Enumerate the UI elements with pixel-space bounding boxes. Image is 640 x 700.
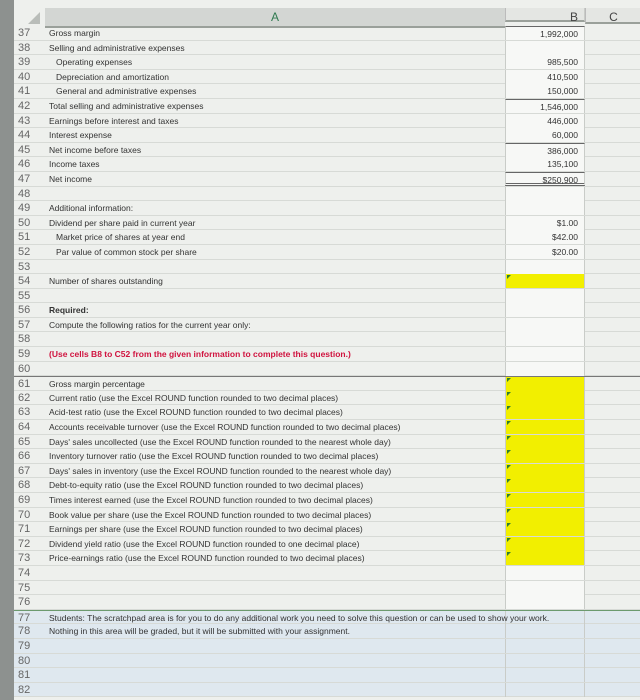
cell-b[interactable]: $250,900	[505, 172, 585, 186]
cell-a[interactable]: Gross margin percentage	[49, 379, 145, 390]
row-number[interactable]: 69	[18, 494, 31, 506]
select-all-corner[interactable]	[28, 12, 40, 24]
cell-a[interactable]: Interest expense	[49, 130, 112, 141]
cell-b[interactable]: $20.00	[505, 245, 585, 259]
row-number[interactable]: 53	[18, 260, 31, 273]
cell-b[interactable]	[505, 639, 585, 653]
row-number[interactable]: 50	[18, 216, 31, 229]
answer-input-cell[interactable]	[505, 377, 585, 391]
cell-c[interactable]	[585, 245, 640, 259]
cell-b[interactable]	[505, 260, 585, 274]
cell-a[interactable]: Net income	[49, 173, 92, 184]
sheet-row	[14, 303, 640, 318]
cell-a[interactable]: Dividend per share paid in current year	[49, 217, 196, 228]
cell-b[interactable]	[505, 595, 585, 609]
cell-a[interactable]: Debt-to-equity ratio (use the Excel ROUND function rounded to two decimal places)	[49, 480, 364, 491]
row-number[interactable]: 37	[18, 27, 31, 39]
row-number[interactable]: 49	[18, 202, 31, 215]
row-number[interactable]: 62	[18, 391, 31, 404]
sheet-row	[14, 449, 640, 464]
sheet-row	[14, 362, 640, 377]
sheet-row	[14, 55, 640, 70]
sheet-row	[14, 595, 640, 610]
cell-c[interactable]	[585, 377, 640, 391]
row-number[interactable]: 38	[18, 41, 31, 54]
cell-c[interactable]	[585, 362, 640, 376]
row-number[interactable]: 39	[18, 56, 31, 69]
cell-c[interactable]	[585, 99, 640, 113]
cell-a[interactable]: Total selling and administrative expenses	[49, 100, 204, 111]
cell-a[interactable]: Gross margin	[49, 28, 101, 38]
sheet-row	[14, 610, 640, 625]
cell-b[interactable]: 60,000	[505, 128, 585, 142]
row-number[interactable]: 60	[18, 362, 31, 375]
cell-b[interactable]	[505, 187, 585, 201]
cell-c[interactable]	[585, 201, 640, 215]
cell-b[interactable]	[505, 41, 585, 55]
cell-c[interactable]	[585, 639, 640, 653]
sheet-row	[14, 464, 640, 479]
cell-c[interactable]	[585, 595, 640, 609]
sheet-row	[14, 114, 640, 129]
cell-c[interactable]	[585, 537, 640, 551]
sheet-row	[14, 332, 640, 347]
cell-b[interactable]: 1,546,000	[505, 99, 585, 113]
cell-c[interactable]	[585, 187, 640, 201]
column-header-b[interactable]: B	[505, 8, 585, 22]
cell-a[interactable]: Number of shares outstanding	[49, 276, 163, 287]
cell-c[interactable]	[585, 289, 640, 303]
cell-a[interactable]: Nothing in this area will be graded, but it will be submitted with your assignment.	[49, 626, 350, 637]
cell-a[interactable]: Market price of shares at year end	[56, 232, 185, 243]
row-number[interactable]: 76	[18, 596, 31, 609]
cell-b[interactable]	[505, 201, 585, 215]
sheet-row	[14, 274, 640, 289]
row-number[interactable]: 44	[18, 129, 31, 142]
cell-a[interactable]: Required:	[49, 305, 89, 316]
sheet-row	[14, 26, 640, 41]
sheet-row	[14, 230, 640, 245]
cell-a[interactable]: Earnings before interest and taxes	[49, 115, 179, 126]
cell-c[interactable]	[585, 143, 640, 157]
answer-input-cell[interactable]	[505, 449, 585, 463]
cell-b[interactable]: 135,100	[505, 157, 585, 171]
row-number[interactable]: 80	[18, 654, 31, 667]
cell-c[interactable]	[585, 216, 640, 230]
cell-c[interactable]	[585, 55, 640, 69]
cell-c[interactable]	[585, 581, 640, 595]
answer-input-cell[interactable]	[505, 522, 585, 536]
cell-a[interactable]: Income taxes	[49, 159, 100, 170]
sheet-row	[14, 639, 640, 654]
cell-a[interactable]: Compute the following ratios for the current year only:	[49, 319, 251, 330]
cell-c[interactable]	[585, 683, 640, 697]
row-number[interactable]: 81	[18, 669, 31, 682]
cell-a[interactable]: Depreciation and amortization	[56, 71, 169, 82]
answer-input-cell[interactable]	[505, 435, 585, 449]
cell-b[interactable]	[505, 332, 585, 346]
cell-a[interactable]: (Use cells B8 to C52 from the given information to complete this question.)	[49, 349, 351, 360]
cell-c[interactable]	[585, 493, 640, 507]
row-number[interactable]: 67	[18, 464, 31, 477]
cell-b[interactable]	[505, 362, 585, 376]
row-number[interactable]: 75	[18, 581, 31, 594]
row-number[interactable]: 65	[18, 435, 31, 448]
row-number[interactable]: 66	[18, 450, 31, 463]
sheet-row	[14, 508, 640, 523]
cell-c[interactable]	[585, 654, 640, 668]
row-number[interactable]: 45	[18, 143, 31, 156]
cell-a[interactable]: Accounts receivable turnover (use the Excel ROUND function rounded to two decimal places)	[49, 422, 401, 433]
cell-b[interactable]: $42.00	[505, 230, 585, 244]
cell-b[interactable]	[505, 303, 585, 317]
sheet-row	[14, 318, 640, 333]
answer-input-cell[interactable]	[505, 551, 585, 565]
cell-c[interactable]	[585, 347, 640, 361]
cell-c[interactable]	[585, 464, 640, 478]
answer-input-cell[interactable]	[505, 493, 585, 507]
cell-a[interactable]: Students: The scratchpad area is for you to do any additional work you need to solve this question or can be used to show your work.	[49, 612, 550, 623]
cell-b[interactable]: 386,000	[505, 143, 585, 157]
cell-c[interactable]	[585, 318, 640, 332]
row-number[interactable]: 59	[18, 348, 31, 361]
row-number[interactable]: 41	[18, 85, 31, 98]
cell-c[interactable]	[585, 508, 640, 522]
sheet-row	[14, 84, 640, 99]
answer-input-cell[interactable]	[505, 537, 585, 551]
cell-a[interactable]: Par value of common stock per share	[56, 246, 197, 257]
row-number[interactable]: 58	[18, 333, 31, 346]
cell-b[interactable]: 1,992,000	[505, 26, 585, 40]
cell-a[interactable]: Days' sales in inventory (use the Excel ROUND function rounded to the nearest whole day)	[49, 465, 392, 476]
row-number[interactable]: 78	[18, 625, 31, 638]
sheet-row	[14, 566, 640, 581]
cell-a[interactable]: General and administrative expenses	[56, 86, 197, 97]
cell-a[interactable]: Current ratio (use the Excel ROUND function rounded to two decimal places)	[49, 392, 339, 403]
cell-c[interactable]	[585, 128, 640, 142]
cell-c[interactable]	[585, 449, 640, 463]
rows-container	[14, 26, 640, 697]
cell-c[interactable]	[585, 611, 640, 625]
sheet-row	[14, 70, 640, 85]
cell-c[interactable]	[585, 478, 640, 492]
cell-b[interactable]	[505, 347, 585, 361]
cell-c[interactable]	[585, 172, 640, 186]
row-number[interactable]: 57	[18, 318, 31, 331]
row-number[interactable]: 64	[18, 421, 31, 434]
row-number[interactable]: 48	[18, 187, 31, 200]
cell-c[interactable]	[585, 303, 640, 317]
sheet-row	[14, 551, 640, 566]
answer-input-cell[interactable]	[505, 405, 585, 419]
answer-input-cell[interactable]	[505, 391, 585, 405]
cell-c[interactable]	[585, 405, 640, 419]
row-number[interactable]: 71	[18, 523, 31, 536]
cell-b[interactable]	[505, 654, 585, 668]
cell-b[interactable]	[505, 668, 585, 682]
sheet-row	[14, 537, 640, 552]
cell-a[interactable]: Dividend yield ratio (use the Excel ROUND function rounded to one decimal place)	[49, 538, 360, 549]
sheet-row	[14, 157, 640, 172]
cell-c[interactable]	[585, 157, 640, 171]
cell-b[interactable]	[505, 624, 585, 638]
row-number[interactable]: 51	[18, 231, 31, 244]
cell-c[interactable]	[585, 420, 640, 434]
cell-c[interactable]	[585, 84, 640, 98]
sheet-row	[14, 405, 640, 420]
sheet-row	[14, 683, 640, 698]
cell-a[interactable]: Book value per share (use the Excel ROUND function rounded to two decimal places)	[49, 509, 372, 520]
sheet-row	[14, 289, 640, 304]
sheet-row	[14, 187, 640, 202]
sheet-row	[14, 668, 640, 683]
cell-a[interactable]: Additional information:	[49, 203, 134, 214]
cell-c[interactable]	[585, 230, 640, 244]
row-number[interactable]: 77	[18, 611, 31, 624]
row-number[interactable]: 73	[18, 552, 31, 565]
answer-input-cell[interactable]	[505, 274, 585, 288]
cell-b[interactable]: 410,500	[505, 70, 585, 84]
sheet-row	[14, 624, 640, 639]
spreadsheet	[14, 0, 640, 700]
cell-b[interactable]	[505, 318, 585, 332]
row-number[interactable]: 70	[18, 508, 31, 521]
cell-a[interactable]: Selling and administrative expenses	[49, 42, 185, 53]
cell-c[interactable]	[585, 566, 640, 580]
sheet-row	[14, 376, 640, 391]
row-number[interactable]: 42	[18, 99, 31, 112]
sheet-row	[14, 128, 640, 143]
sheet-row	[14, 493, 640, 508]
sheet-row	[14, 581, 640, 596]
cell-c[interactable]	[585, 522, 640, 536]
cell-b[interactable]: $1.00	[505, 216, 585, 230]
sheet-row	[14, 435, 640, 450]
sheet-row	[14, 143, 640, 158]
row-number[interactable]: 43	[18, 114, 31, 127]
row-number[interactable]: 46	[18, 158, 31, 171]
cell-c[interactable]	[585, 70, 640, 84]
cell-b[interactable]	[505, 581, 585, 595]
cell-b[interactable]: 446,000	[505, 114, 585, 128]
sheet-row	[14, 245, 640, 260]
cell-c[interactable]	[585, 26, 640, 40]
row-number[interactable]: 47	[18, 172, 31, 185]
row-number[interactable]: 82	[18, 683, 31, 696]
cell-c[interactable]	[585, 435, 640, 449]
sheet-row	[14, 420, 640, 435]
cell-a[interactable]: Days' sales uncollected (use the Excel ROUND function rounded to the nearest whole day)	[49, 436, 391, 447]
cell-a[interactable]: Net income before taxes	[49, 144, 142, 155]
row-number[interactable]: 68	[18, 479, 31, 492]
column-header-a[interactable]: A	[45, 8, 505, 28]
row-number[interactable]: 40	[18, 70, 31, 83]
row-number[interactable]: 63	[18, 406, 31, 419]
cell-b[interactable]	[505, 683, 585, 697]
row-number[interactable]: 61	[18, 378, 31, 391]
sheet-row	[14, 260, 640, 275]
row-number[interactable]: 55	[18, 289, 31, 302]
sheet-row	[14, 478, 640, 493]
cell-c[interactable]	[585, 624, 640, 638]
cell-c[interactable]	[585, 551, 640, 565]
row-number[interactable]: 79	[18, 639, 31, 652]
cell-b[interactable]	[505, 289, 585, 303]
cell-c[interactable]	[585, 41, 640, 55]
row-number[interactable]: 52	[18, 245, 31, 258]
sheet-row	[14, 522, 640, 537]
sheet-row	[14, 347, 640, 362]
cell-c[interactable]	[585, 114, 640, 128]
cell-c[interactable]	[585, 332, 640, 346]
row-number[interactable]: 56	[18, 304, 31, 317]
cell-b[interactable]: 985,500	[505, 55, 585, 69]
row-number[interactable]: 74	[18, 566, 31, 579]
answer-input-cell[interactable]	[505, 464, 585, 478]
sheet-row	[14, 216, 640, 231]
sheet-row	[14, 201, 640, 216]
answer-input-cell[interactable]	[505, 420, 585, 434]
cell-b[interactable]	[505, 566, 585, 580]
answer-input-cell[interactable]	[505, 508, 585, 522]
answer-input-cell[interactable]	[505, 478, 585, 492]
cell-a[interactable]: Operating expenses	[56, 57, 133, 68]
cell-b[interactable]: 150,000	[505, 84, 585, 98]
sheet-row	[14, 99, 640, 114]
cell-a[interactable]: Acid-test ratio (use the Excel ROUND function rounded to two decimal places)	[49, 407, 343, 418]
row-number[interactable]: 54	[18, 275, 31, 288]
cell-c[interactable]	[585, 668, 640, 682]
column-header-c[interactable]: C	[585, 8, 640, 24]
cell-a[interactable]: Inventory turnover ratio (use the Excel ROUND function rounded to two decimal places)	[49, 451, 379, 462]
cell-c[interactable]	[585, 274, 640, 288]
cell-a[interactable]: Price-earnings ratio (use the Excel ROUND function rounded to two decimal places)	[49, 553, 365, 564]
sheet-row	[14, 172, 640, 187]
row-number[interactable]: 72	[18, 537, 31, 550]
window-edge	[0, 0, 14, 700]
cell-c[interactable]	[585, 260, 640, 274]
sheet-row	[14, 41, 640, 56]
sheet-row	[14, 654, 640, 669]
cell-a[interactable]: Times interest earned (use the Excel ROUND function rounded to two decimal places)	[49, 495, 373, 505]
sheet-row	[14, 391, 640, 406]
cell-c[interactable]	[585, 391, 640, 405]
cell-a[interactable]: Earnings per share (use the Excel ROUND function rounded to two decimal places)	[49, 524, 363, 535]
